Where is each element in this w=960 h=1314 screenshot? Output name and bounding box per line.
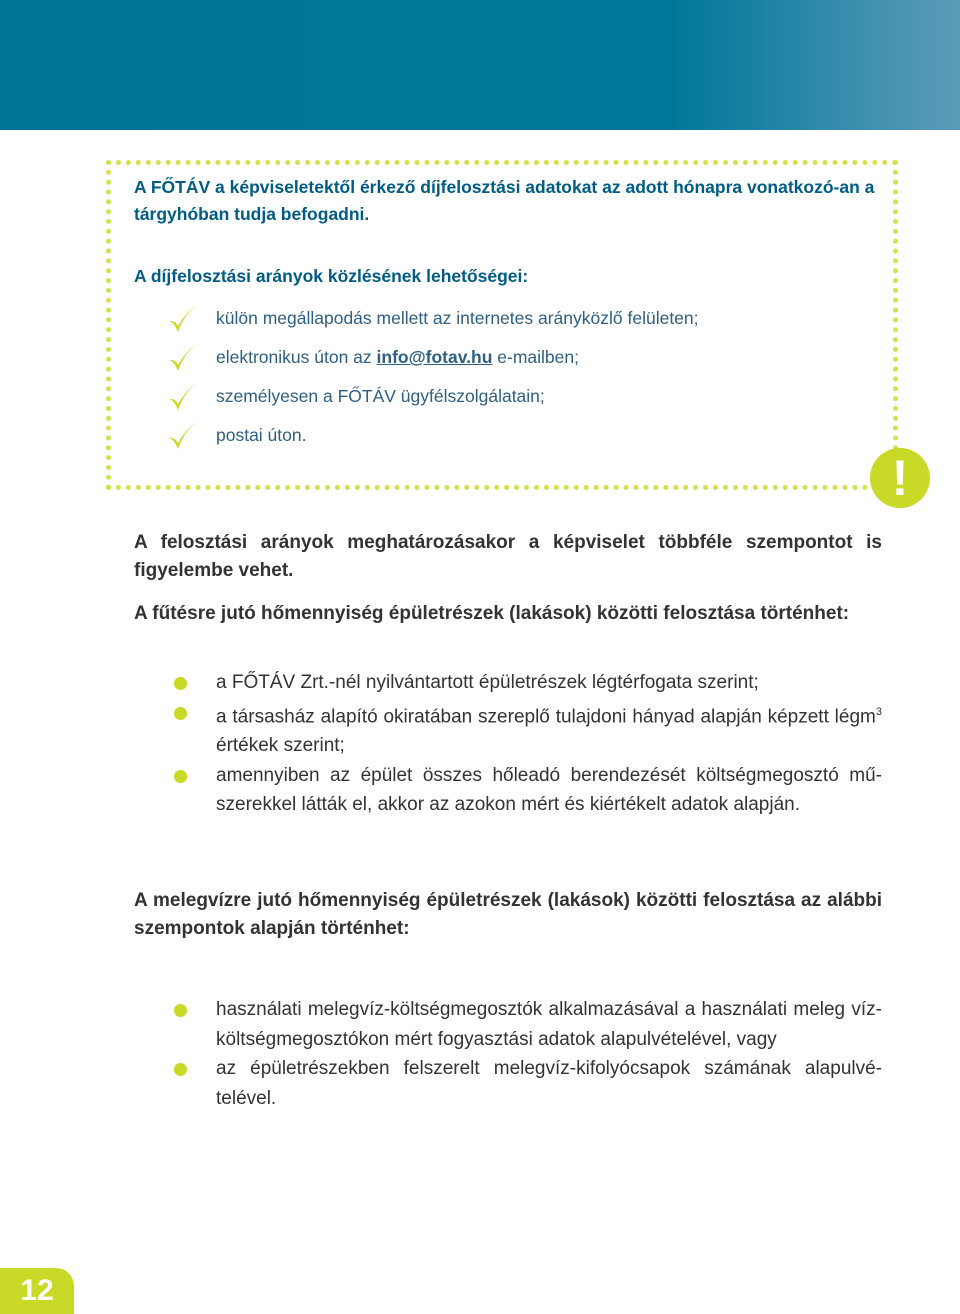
list-item [166, 417, 886, 456]
heating-distribution-list [174, 668, 882, 820]
page-number-tab [0, 1268, 74, 1314]
hot-water-distribution-list [174, 995, 882, 1113]
info-box-intro: A FŐTÁV a képviseletektől érkező díjfelosztási adatokat az adott hónapra vonatkozó-an a tárgyhóban tudja befogadni. [134, 177, 875, 224]
bullet-icon [174, 1004, 187, 1017]
list-item [166, 378, 886, 417]
email-link[interactable]: info@fotav.hu [376, 347, 493, 367]
list-item [174, 761, 882, 820]
page-number: 12 [20, 1274, 54, 1307]
bullet-icon [174, 1063, 187, 1076]
list-item-text: személyesen a FŐTÁV ügyfélszolgálatain; [216, 386, 545, 406]
list-item-text: külön megállapodás mellett az internetes arányközlő felületen; [216, 308, 699, 328]
list-item [174, 668, 882, 698]
bullet-icon [174, 677, 187, 690]
list-item-text: elektronikus úton az info@fotav.hu e-mailben; [216, 347, 579, 367]
section1-paragraph: A felosztási arányok meghatározásakor a képviselet többféle szempontot is figyelembe vehet. [134, 532, 882, 581]
list-item [166, 300, 886, 339]
list-item [166, 339, 886, 378]
list-item-text: használati melegvíz-költségmegosztók alkalmazásával a használati meleg víz-költségmegosztókon mért fogyasztási adatok alapulvételével, vagy [216, 999, 882, 1050]
bullet-icon [174, 770, 187, 783]
list-item [174, 698, 882, 761]
list-item [174, 1054, 882, 1113]
checkmark-icon [166, 380, 200, 414]
exclamation-icon: ! [870, 448, 930, 508]
list-item-text: a FŐTÁV Zrt.-nél nyilvántartott épületrészek légtérfogata szerint; [216, 672, 759, 693]
list-item-text: az épületrészekben felszerelt melegvíz-kifolyócsapok számának alapulvé-telével. [216, 1058, 882, 1109]
header-band [0, 0, 960, 130]
checkmark-icon [166, 341, 200, 375]
list-item-text: postai úton. [216, 425, 307, 445]
info-box-subtitle: A díjfelosztási arányok közlésének lehetőségei: [134, 266, 529, 286]
list-item-text: amennyiben az épület összes hőleadó berendezését költségmegosztó mű-szerekkel látták el, akkor az azokon mért és kiértékelt adatok alapján. [216, 764, 882, 816]
submission-options-list [166, 300, 886, 456]
checkmark-icon [166, 419, 200, 453]
list-item [174, 995, 882, 1054]
checkmark-icon [166, 302, 200, 336]
list-item-text: a társasház alapító okiratában szereplő tulajdoni hányad alapján képzett légm$^3$ értékek szerint; [216, 705, 882, 757]
bullet-icon [174, 707, 187, 720]
section1-heading: A fűtésre jutó hőmennyiség épületrészek (lakások) közötti felosztása történhet: [134, 603, 850, 624]
section2-heading: A melegvízre jutó hőmennyiség épületrészek (lakások) közötti felosztása az alábbi szempontok alapján történhet: [134, 890, 882, 939]
